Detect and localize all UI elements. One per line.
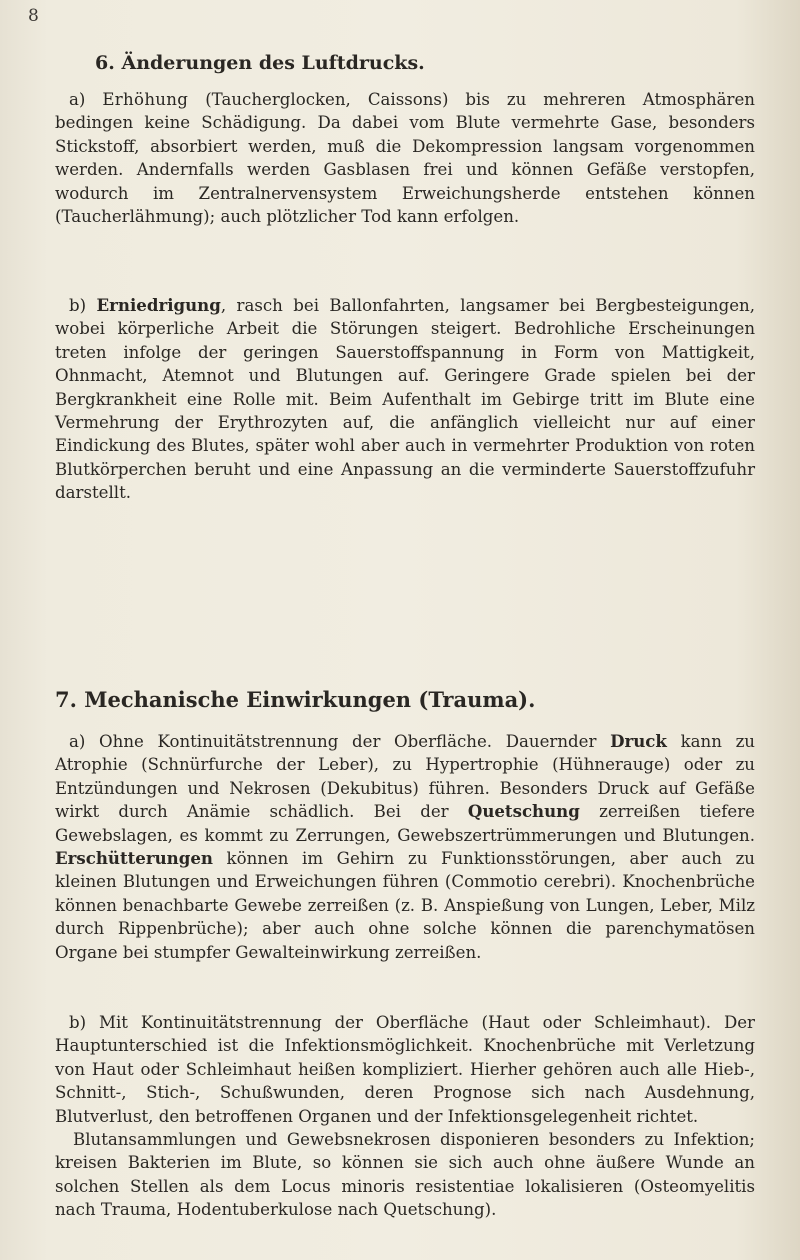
section-7c-text: Blutansammlungen und Gewebsnekrosen disponieren besonders zu Infektion; kreisen Bakterien im Blute, so können sie sich auch ohne äußere Wunde an solchen Stellen als dem Locus minoris resistentiae lokalisieren (Osteomyelitis nach Trauma, Hodentuberkulose nach Quetschung). xyxy=(55,1130,755,1220)
section-7a-paragraph xyxy=(55,730,755,964)
section-7a-term-quetschung: Quetschung xyxy=(467,801,580,822)
section-6b-text: , rasch bei Ballonfahrten, langsamer bei Bergbesteigungen, wobei körperliche Arbeit die Störungen steigert. Bedrohliche Erscheinungen treten infolge der geringen Sauerstoffspannung in Form von Mattigkeit, Ohnmacht, Atemnot und Blutungen auf. Geringere Grade spielen bei der Bergkrankheit eine Rolle mit. Beim Aufenthalt im Gebirge tritt im Blute eine Vermehrung der Erythrozyten auf, die anfänglich vielleicht nur auf einer Eindickung des Blutes, später wohl aber auch in vermehrter Produktion von roten Blutkörperchen beruht und eine Anpassung an die verminderte Sauerstoffzufuhr darstellt. xyxy=(55,296,756,503)
section-7b-label: b) xyxy=(69,1013,87,1032)
section-7a-label: a) xyxy=(69,732,86,751)
section-6b-paragraph xyxy=(55,294,755,505)
section-6a-paragraph xyxy=(55,88,755,228)
section-7a-text-4: können im Gehirn zu Funktionsstörungen, aber auch zu kleinen Blutungen und Erweichungen führen (Commotio cerebri). Knochenbrüche können benachbarte Gewebe zerreißen (z. B. Anspießung von Lungen, Leber, Milz durch Rippenbrüche); aber auch ohne solche können die parenchymatösen Organe bei stumpfer Gewalteinwirkung zerreißen. xyxy=(55,849,755,962)
section-7a-term-erschuetterungen: Erschütterungen xyxy=(55,848,213,869)
section-7a-term-druck: Druck xyxy=(610,731,667,751)
section-6a-label: a) xyxy=(69,90,86,109)
section-6b-lead: Erniedrigung xyxy=(96,295,221,315)
section-6b-label: b) xyxy=(69,296,87,315)
section-6a-lead: Erhöhung xyxy=(102,90,189,109)
section-7c-paragraph xyxy=(55,1128,755,1222)
page-number: 8 xyxy=(28,6,39,26)
section-6-heading: 6. Änderungen des Luftdrucks. xyxy=(95,52,425,74)
section-7a-text-2: kann zu Atrophie (Schnürfurche der Leber), zu Hypertrophie (Hühnerauge) oder zu Entzündungen und Nekrosen (Dekubitus) führen. Besonders Druck auf Gefäße wirkt durch Anämie schädlich. Bei der xyxy=(55,732,755,822)
section-7a-text-1: Ohne Kontinuitätstrennung der Oberfläche. Dauernder xyxy=(85,732,611,751)
section-7b-text: Mit Kontinuitätstrennung der Oberfläche (Haut oder Schleimhaut). Der Hauptunterschied ist die Infektionsmöglichkeit. Knochenbrüche mit Verletzung von Haut oder Schleimhaut heißen kompliziert. Hierher gehören auch alle Hieb-, Schnitt-, Stich-, Schußwunden, deren Prognose sich nach Ausdehnung, Blutverlust, den betroffenen Organen und der Infektionsgelegenheit richtet. xyxy=(55,1013,755,1126)
section-6a-text: (Taucherglocken, Caissons) bis zu mehreren Atmosphären bedingen keine Schädigung. Da dabei vom Blute vermehrte Gase, besonders Stickstoff, absorbiert werden, muß die Dekompression langsam vorgenommen werden. Andernfalls werden Gasblasen frei und können Gefäße verstopfen, wodurch im Zentralnervensystem Erweichungsherde entstehen können (Taucherlähmung); auch plötzlicher Tod kann erfolgen. xyxy=(55,90,755,227)
section-7b-paragraph xyxy=(55,1011,755,1128)
section-7-heading: 7. Mechanische Einwirkungen (Trauma). xyxy=(55,687,536,712)
section-7a-text-3: zerreißen tiefere Gewebslagen, es kommt zu Zerrungen, Gewebszertrümmerungen und Blutungen. xyxy=(55,802,755,845)
